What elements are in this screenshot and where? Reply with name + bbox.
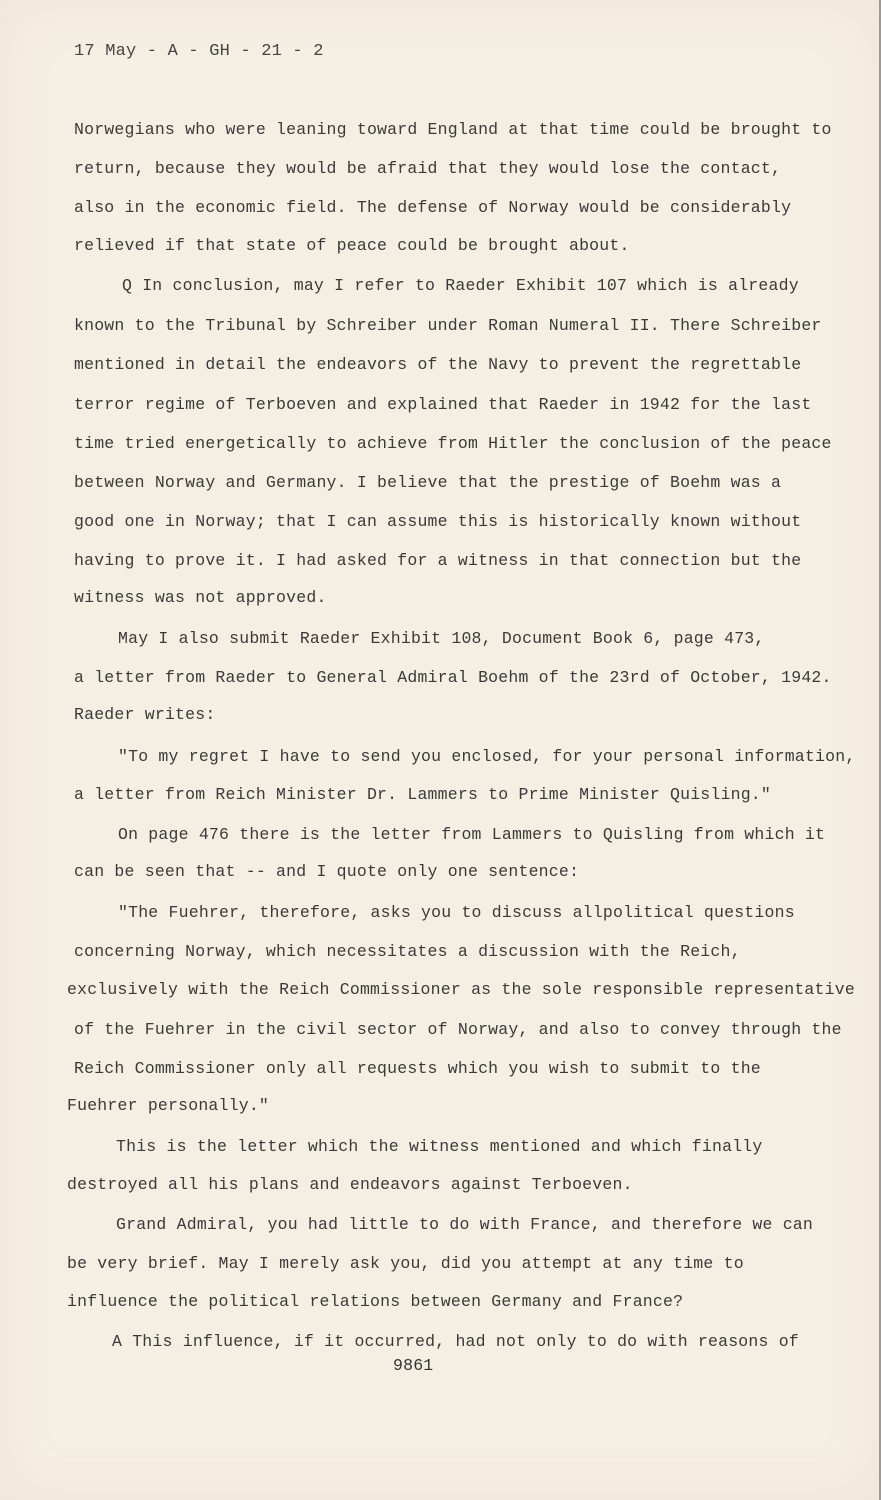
text-line: a letter from Reich Minister Dr. Lammers to Prime Minister Quisling.": [74, 785, 772, 804]
text-line: concerning Norway, which necessitates a discussion with the Reich,: [74, 942, 741, 961]
text-line: having to prove it. I had asked for a witness in that connection but the: [74, 551, 802, 570]
text-line: Q In conclusion, may I refer to Raeder Exhibit 107 which is already: [122, 276, 799, 295]
text-line: Reich Commissioner only all requests which you wish to submit to the: [74, 1059, 761, 1078]
text-line: influence the political relations between Germany and France?: [67, 1292, 684, 1311]
text-line: A This influence, if it occurred, had not only to do with reasons of: [112, 1332, 799, 1351]
text-line: return, because they would be afraid that they would lose the contact,: [74, 159, 782, 178]
text-line: "The Fuehrer, therefore, asks you to discuss allpolitical questions: [118, 903, 795, 922]
text-line: can be seen that -- and I quote only one sentence:: [74, 862, 580, 881]
text-line: On page 476 there is the letter from Lammers to Quisling from which it: [118, 825, 826, 844]
document-reference: 17 May - A - GH - 21 - 2: [74, 42, 324, 61]
text-line: May I also submit Raeder Exhibit 108, Document Book 6, page 473,: [118, 629, 765, 648]
text-line: "To my regret I have to send you enclosed, for your personal information,: [118, 747, 856, 766]
text-line: relieved if that state of peace could be brought about.: [74, 236, 630, 255]
text-line: known to the Tribunal by Schreiber under Roman Numeral II. There Schreiber: [74, 316, 822, 335]
text-line: Fuehrer personally.": [67, 1096, 270, 1115]
text-line: terror regime of Terboeven and explained that Raeder in 1942 for the last: [74, 395, 812, 414]
text-line: mentioned in detail the endeavors of the Navy to prevent the regrettable: [74, 355, 802, 374]
text-line: a letter from Raeder to General Admiral Boehm of the 23rd of October, 1942.: [74, 668, 832, 687]
text-line: of the Fuehrer in the civil sector of Norway, and also to convey through the: [74, 1020, 842, 1039]
text-line: also in the economic field. The defense of Norway would be considerably: [74, 198, 792, 217]
text-line: good one in Norway; that I can assume this is historically known without: [74, 512, 802, 531]
text-line: destroyed all his plans and endeavors against Terboeven.: [67, 1175, 633, 1194]
text-line: This is the letter which the witness mentioned and which finally: [116, 1137, 763, 1156]
text-line: Grand Admiral, you had little to do with France, and therefore we can: [116, 1215, 814, 1234]
text-line: between Norway and Germany. I believe that the prestige of Boehm was a: [74, 473, 782, 492]
page-number: 9861: [393, 1356, 434, 1375]
text-line: exclusively with the Reich Commissioner as the sole responsible representative: [67, 980, 855, 999]
text-line: Norwegians who were leaning toward England at that time could be brought to: [74, 120, 832, 139]
text-line: Raeder writes:: [74, 705, 216, 724]
text-line: witness was not approved.: [74, 588, 327, 607]
text-line: time tried energetically to achieve from Hitler the conclusion of the peace: [74, 434, 832, 453]
text-line: be very brief. May I merely ask you, did you attempt at any time to: [67, 1254, 744, 1273]
